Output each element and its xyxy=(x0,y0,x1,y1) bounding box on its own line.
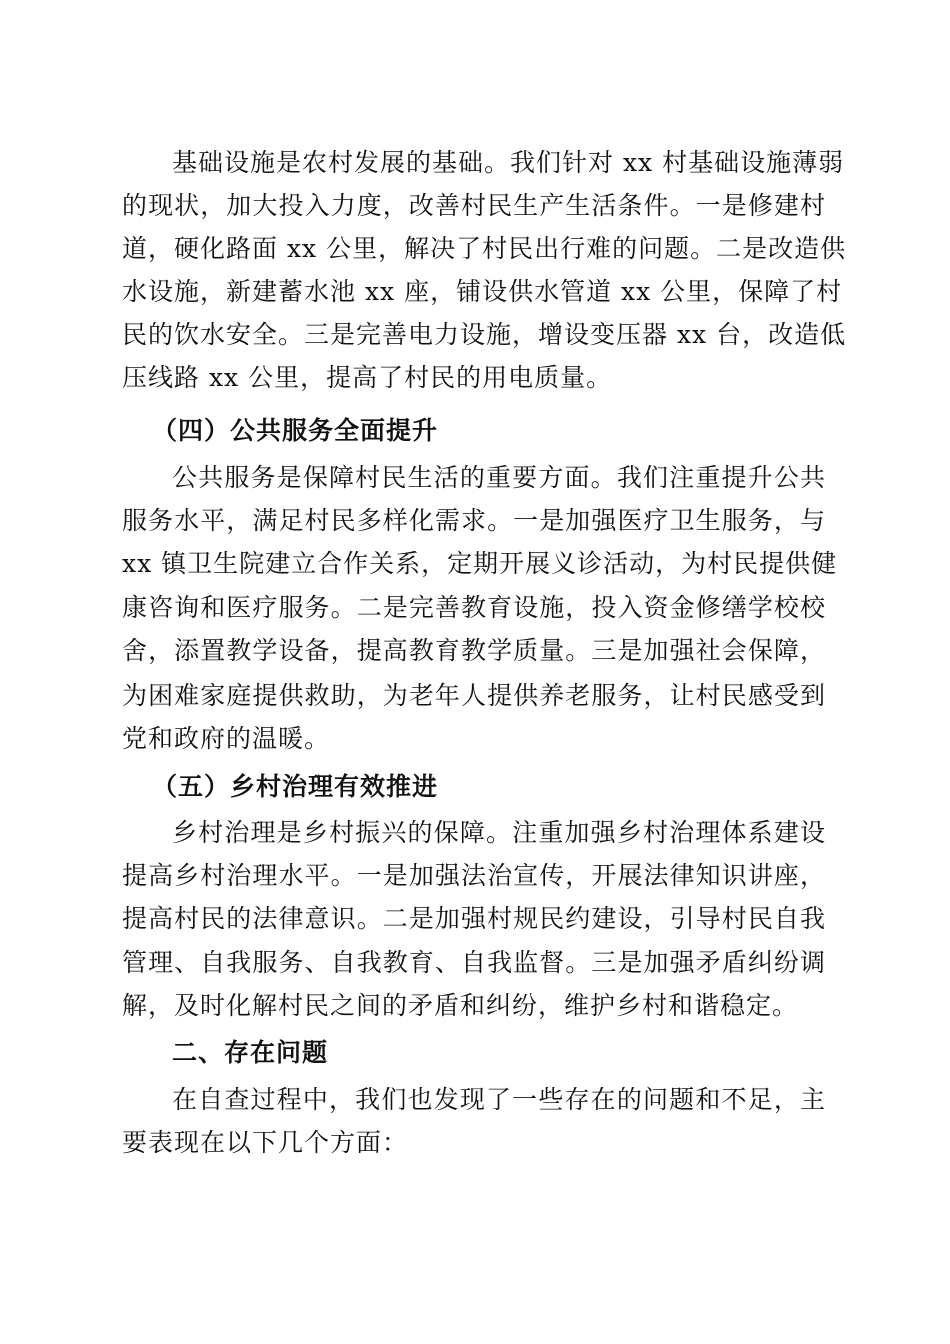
paragraph-line: 管理、自我服务、自我教育、自我监督。三是加强矛盾纠纷调 xyxy=(122,948,826,977)
paragraph-line: 乡村治理是乡村振兴的保障。注重加强乡村治理体系建设 xyxy=(172,818,826,847)
paragraph-line: 道，硬化路面 xx 公里，解决了村民出行难的问题。二是改造供 xyxy=(122,234,847,263)
paragraph-line: 公共服务是保障村民生活的重要方面。我们注重提升公共 xyxy=(172,463,826,492)
section-heading-5: （五）乡村治理有效推进 xyxy=(152,772,439,801)
paragraph-line: 压线路 xx 公里，提高了村民的用电质量。 xyxy=(122,363,613,392)
section-heading-4: （四）公共服务全面提升 xyxy=(152,416,439,445)
paragraph-line: 基础设施是农村发展的基础。我们针对 xx 村基础设施薄弱 xyxy=(172,148,845,177)
paragraph-line: 解，及时化解村民之间的矛盾和纠纷，维护乡村和谐稳定。 xyxy=(122,991,799,1020)
paragraph-line: 党和政府的温暖。 xyxy=(122,724,331,753)
paragraph-line: 服务水平，满足村民多样化需求。一是加强医疗卫生服务，与 xyxy=(122,506,826,535)
paragraph-line: 舍，添置教学设备，提高教育教学质量。三是加强社会保障， xyxy=(122,636,826,665)
paragraph-line: 康咨询和医疗服务。二是完善教育设施，投入资金修缮学校校 xyxy=(122,593,826,622)
paragraph-line: 水设施，新建蓄水池 xx 座，铺设供水管道 xx 公里，保障了村 xyxy=(122,277,843,306)
paragraph-line: 为困难家庭提供救助，为老年人提供养老服务，让村民感受到 xyxy=(122,681,826,710)
section-heading-2: 二、存在问题 xyxy=(172,1038,329,1067)
paragraph-line: 提高乡村治理水平。一是加强法治宣传，开展法律知识讲座， xyxy=(122,861,826,890)
paragraph-line: xx 镇卫生院建立合作关系，定期开展义诊活动，为村民提供健 xyxy=(122,549,838,578)
paragraph-line: 提高村民的法律意识。二是加强村规民约建设，引导村民自我 xyxy=(122,904,826,933)
paragraph-line: 在自查过程中，我们也发现了一些存在的问题和不足，主 xyxy=(172,1085,826,1114)
paragraph-line: 民的饮水安全。三是完善电力设施，增设变压器 xx 台，改造低 xyxy=(122,320,847,349)
paragraph-line: 的现状，加大投入力度，改善村民生产生活条件。一是修建村 xyxy=(122,191,826,220)
paragraph-line: 要表现在以下几个方面： xyxy=(122,1128,409,1157)
